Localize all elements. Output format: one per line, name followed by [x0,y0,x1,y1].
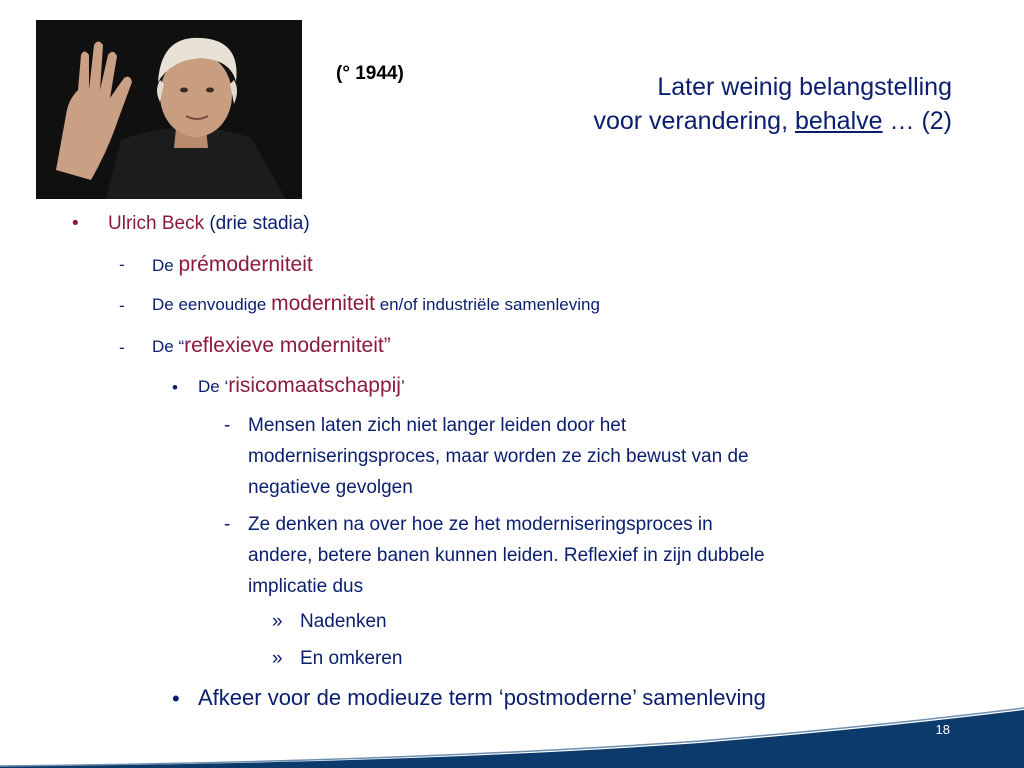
raquo-marker: » [272,611,283,632]
item-risk-term: risicomaatschappij [228,374,401,397]
dash-marker: - [224,415,231,436]
subpoint-en-omkeren: En omkeren [300,648,403,669]
title-underlined-word: behalve [794,107,883,135]
bullet-marker: • [172,378,178,397]
subitem-premoderniteit [152,253,313,277]
point-2-line-3: implicatie dus [248,576,364,597]
raquo-marker: » [272,648,283,669]
point-2-line-1: Ze denken na over hoe ze het moderniseringsproces in [248,514,713,535]
item-afkeer-postmoderne: Afkeer voor de modieuze term ‘postmoderne’ samenleving [198,685,766,710]
dash-marker: - [119,338,125,357]
item-risk-post: ’ [400,377,405,396]
title-line-2 [432,104,952,138]
item-risicomaatschappij [198,374,405,398]
slide-title [432,70,952,138]
footer-wave-decoration [0,698,1024,768]
dash-marker: - [224,514,231,535]
title-line-1: Later weinig belangstelling [657,73,952,101]
point-1-line-3: negatieve gevolgen [248,477,413,498]
portrait-illustration [36,20,302,199]
bullet-marker: • [72,213,79,234]
birth-year-note: (° 1944) [336,63,404,84]
subitem-3-pre: De “ [152,337,185,356]
point-1-line-2: moderniseringsproces, maar worden ze zich bewust van de [248,446,749,467]
item-risk-pre: De ‘ [198,377,229,396]
point-ze-denken [248,509,765,602]
subitem-1-pre: De [152,256,179,275]
subitem-1-term: prémoderniteit [178,253,313,276]
point-2-line-2: andere, betere banen kunnen leiden. Reflexief in zijn dubbele [248,545,765,566]
title-line-2-post: … (2) [882,107,952,135]
ulrich-beck-rest: (drie stadia) [204,213,310,234]
subitem-reflexieve-moderniteit [152,334,391,358]
subitem-moderniteit [152,292,600,316]
bullet-ulrich-beck [108,213,310,235]
subitem-2-post: en/of industriële samenleving [374,295,600,314]
dash-marker: - [119,255,125,274]
bullet-marker: • [172,686,180,711]
subitem-2-term: moderniteit [271,292,375,315]
page-number: 18 [935,722,950,737]
portrait-photo [36,20,302,199]
subitem-3-term: reflexieve moderniteit” [184,334,391,357]
dash-marker: - [119,296,125,315]
title-line-2-pre: voor verandering, [593,107,795,135]
point-mensen-laten [248,410,749,503]
subpoint-nadenken: Nadenken [300,611,387,632]
subitem-2-pre: De eenvoudige [152,295,272,314]
point-1-line-1: Mensen laten zich niet langer leiden door het [248,415,627,436]
ulrich-beck-name: Ulrich Beck [108,213,205,234]
